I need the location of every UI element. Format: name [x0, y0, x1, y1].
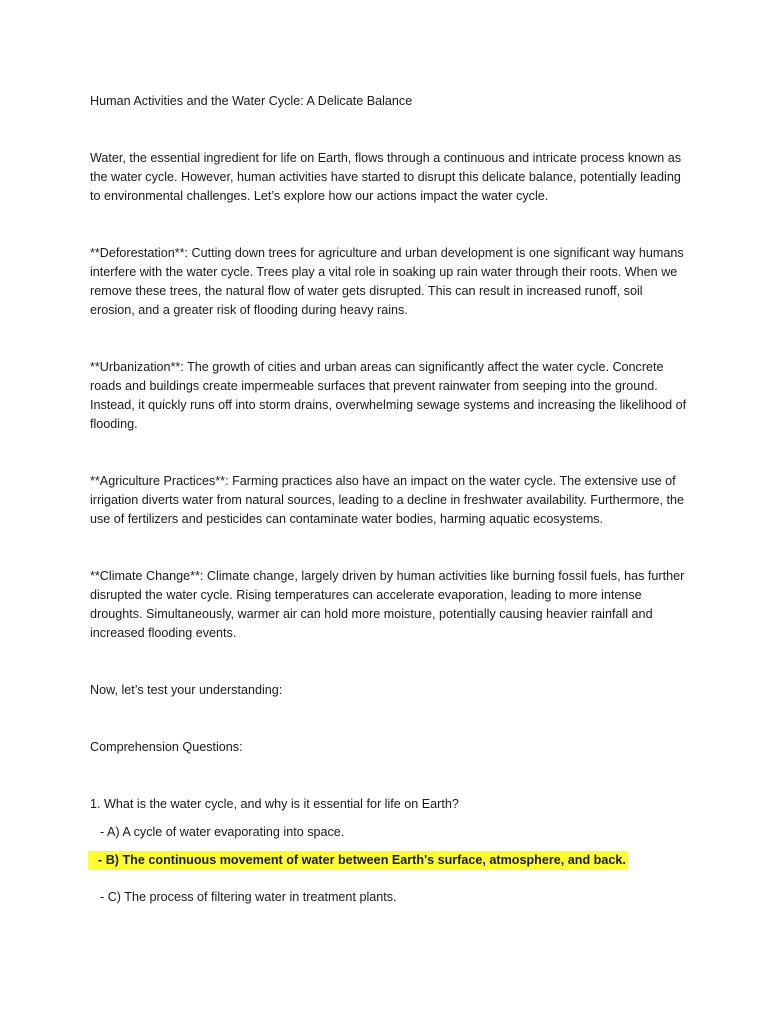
intro-paragraph: Water, the essential ingredient for life on Earth, flows through a continuous and intricate process known as the water cycle. However, human activities have started to disrupt this delicate balance, potentially leading to environmental challenges. Let’s explore how our actions impact the water cycle.: [90, 151, 685, 203]
document-title: Human Activities and the Water Cycle: A Delicate Balance: [90, 94, 413, 108]
question-1-option-a: - A) A cycle of water evaporating into space.: [100, 825, 345, 839]
questions-heading: Comprehension Questions:: [90, 740, 243, 754]
section-deforestation: **Deforestation**: Cutting down trees for agriculture and urban development is one significant way humans interfere with the water cycle. Trees play a vital role in soaking up rain water through their roots. When we remove these trees, the natural flow of water gets disrupted. This can result in increased runoff, soil erosion, and a greater risk of flooding during heavy rains.: [90, 246, 688, 317]
section-climate-change: **Climate Change**: Climate change, largely driven by human activities like burning fossil fuels, has further disrupted the water cycle. Rising temperatures can accelerate evaporation, leading to more intense droughts. Simultaneously, warmer air can hold more moisture, potentially causing heavier rainfall and increased flooding events.: [90, 569, 688, 640]
question-1-prompt: 1. What is the water cycle, and why is it essential for life on Earth?: [90, 797, 459, 811]
transition-text: Now, let’s test your understanding:: [90, 683, 283, 697]
question-1-option-b-highlighted: - B) The continuous movement of water between Earth's surface, atmosphere, and back.: [88, 851, 628, 870]
section-urbanization: **Urbanization**: The growth of cities and urban areas can significantly affect the water cycle. Concrete roads and buildings create impermeable surfaces that prevent rainwater from seeping into the ground. Instead, it quickly runs off into storm drains, overwhelming sewage systems and increasing the likelihood of flooding.: [90, 360, 690, 431]
document-body: [90, 92, 690, 916]
section-agriculture: **Agriculture Practices**: Farming practices also have an impact on the water cycle. The extensive use of irrigation diverts water from natural sources, leading to a decline in freshwater availability. Furthermore, the use of fertilizers and pesticides can contaminate water bodies, harming aquatic ecosystems.: [90, 474, 688, 526]
question-1-option-c: - C) The process of filtering water in treatment plants.: [100, 890, 397, 904]
